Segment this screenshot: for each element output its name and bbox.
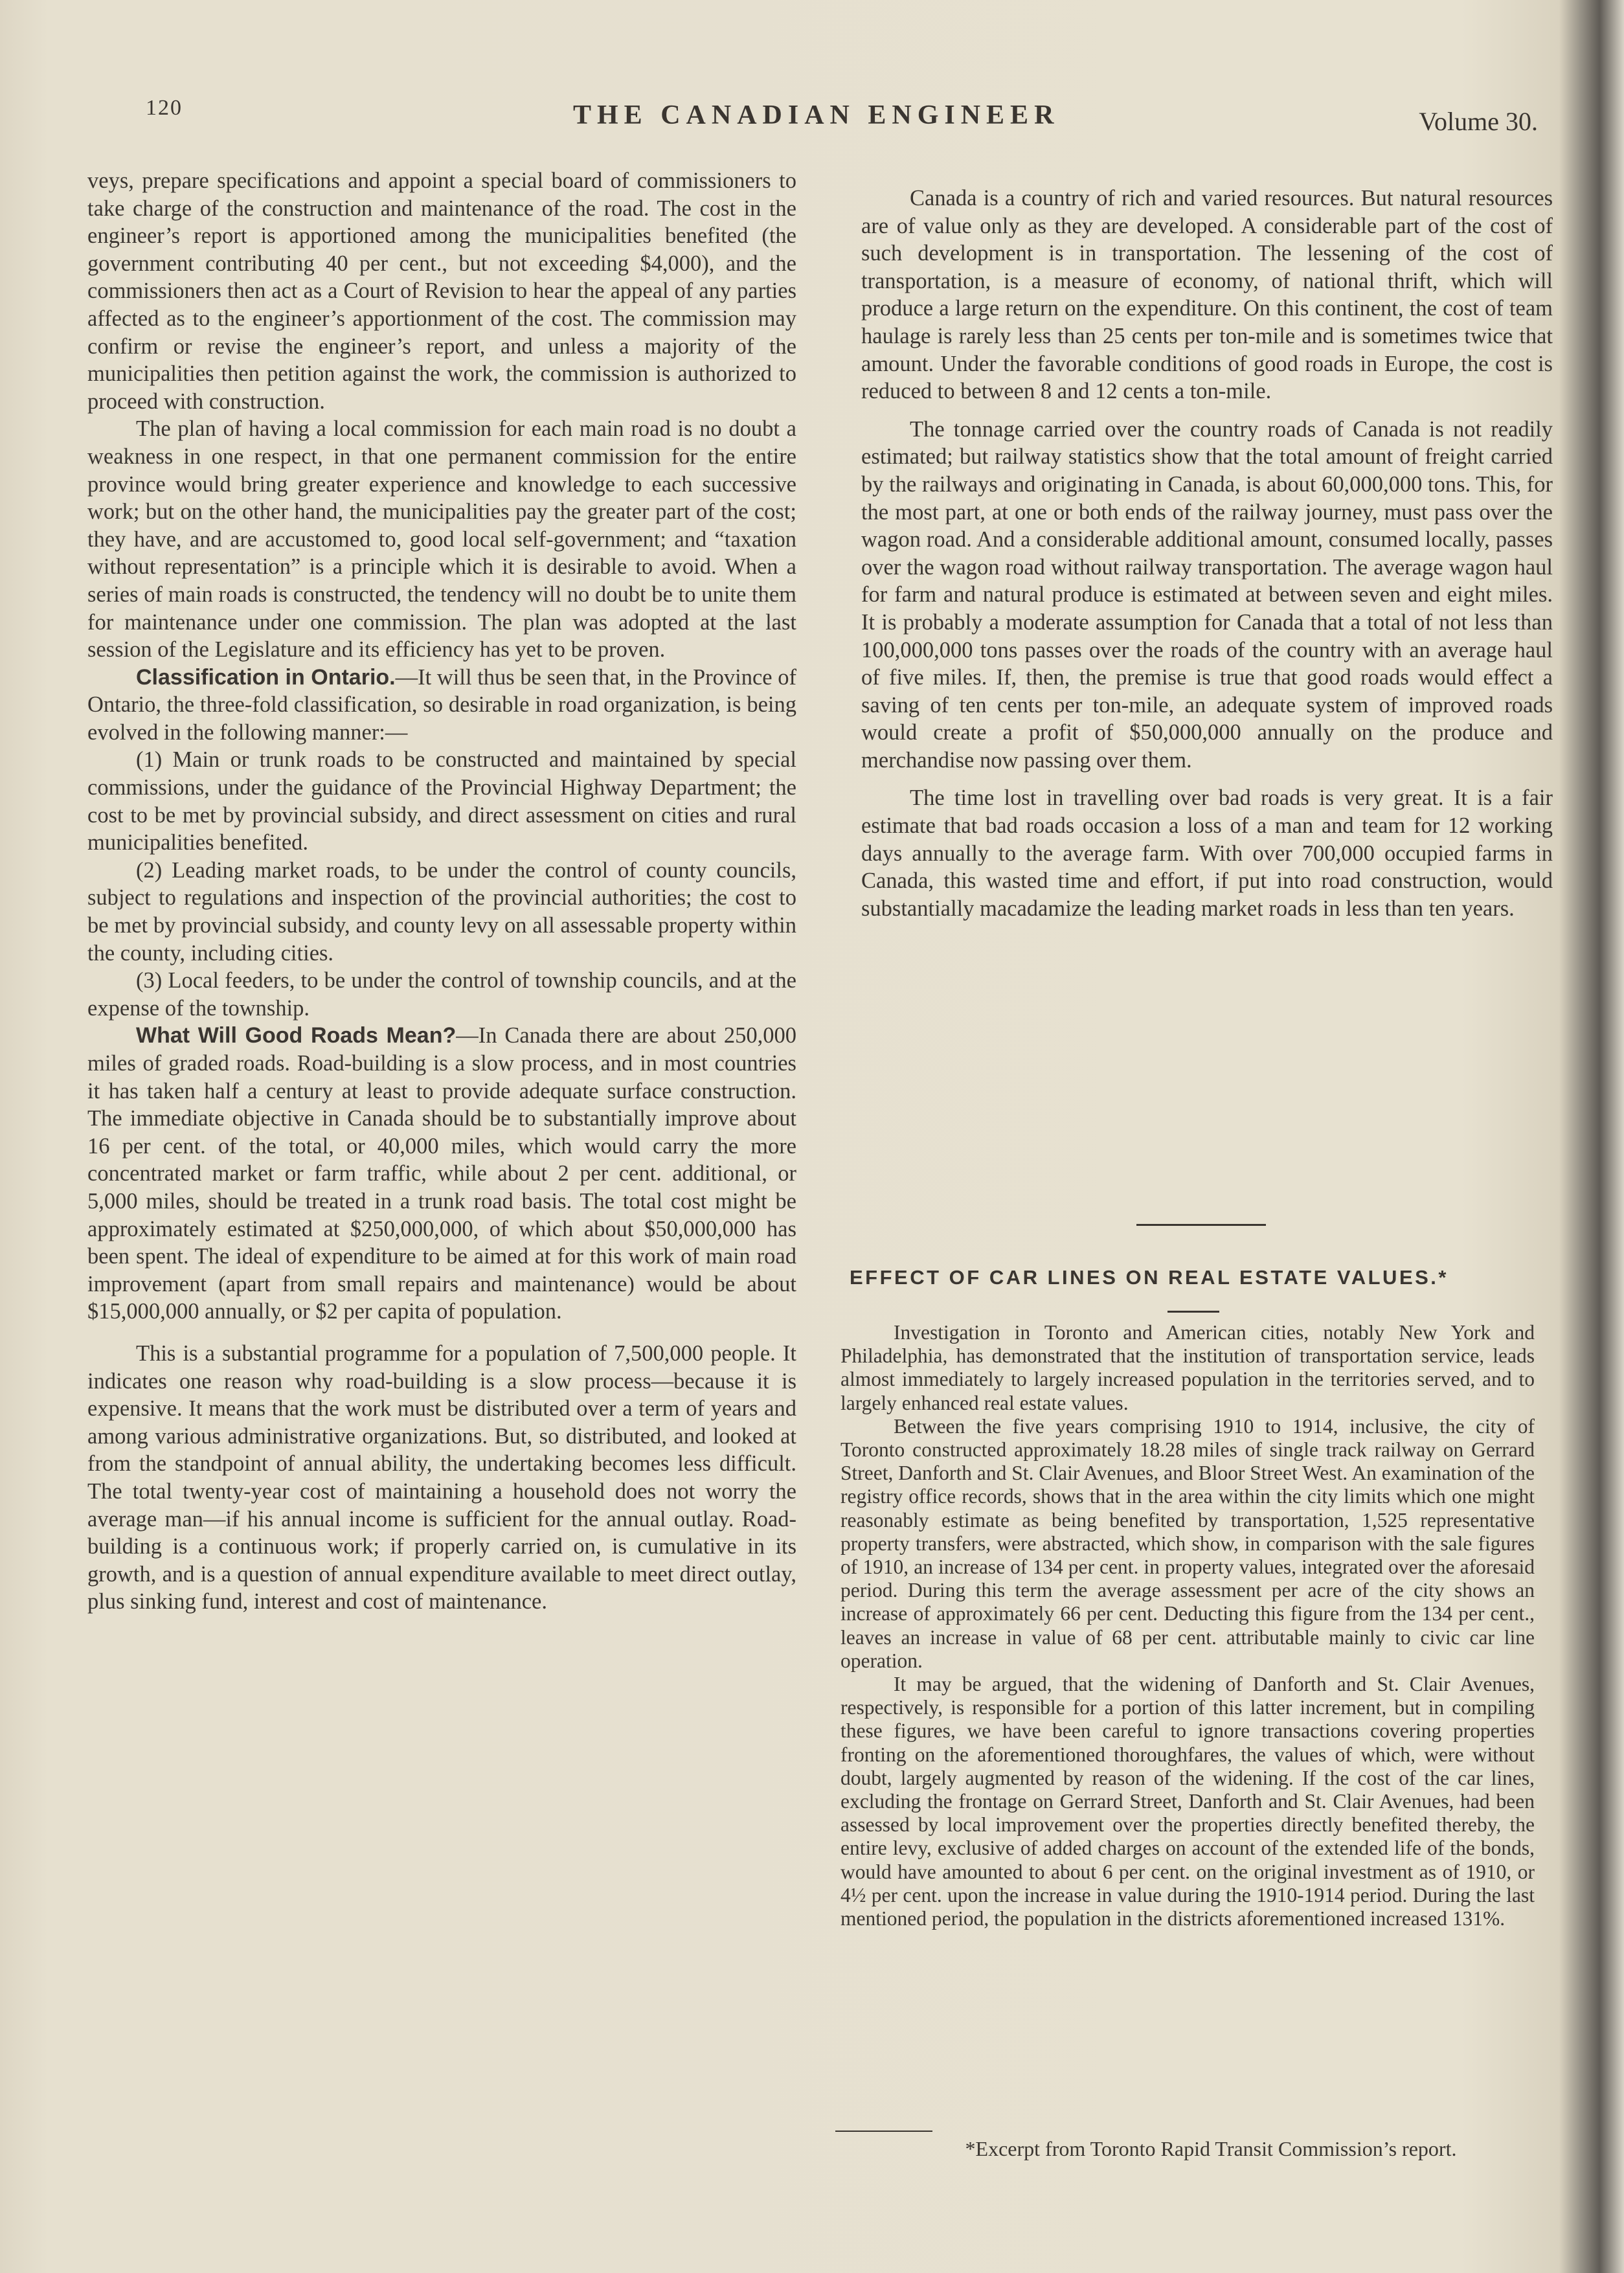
page-number: 120 xyxy=(146,96,183,120)
good-roads-heading: What Will Good Roads Mean? xyxy=(136,1023,457,1048)
left-column xyxy=(87,167,796,1616)
good-roads-text: —In Canada there are about 250,000 miles of graded roads. Road-building is a slow process, and in most countries it has taken half a century at least to provide adequate surface construction. The immediate objective in Canada should be to substantially improve about 16 per cent. of the total, or 40,000 miles, which would carry the more concentrated market or farm traffic, while about 2 per cent. additional, or 5,000 miles, should be treated in a trunk road basis. The total cost might be approximately estimated at $250,000,000, of which about $50,000,000 has been spent. The ideal of expenditure to be aimed at for this work of main road improvement (apart from small repairs and maintenance) would be about $15,000,000 annually, or $2 per capita of population. xyxy=(87,1023,796,1324)
classification-paragraph xyxy=(87,664,796,747)
article-paragraph-2: Between the five years comprising 1910 to 1914, inclusive, the city of Toronto constructed approximately 18.28 miles of single track railway on Gerrard Street, Danforth and St. Clair Avenues, and Bloor Street West. An examination of the registry office records, shows that in the area within the city limits which one might reasonably estimate as being benefited by transportation, 1,525 representative property transfers, were abstracted, which show, in comparison with the sale figures of 1910, an increase of 134 per cent. in property values, integrated over the aforesaid period. During this term the average assessment per acre of the city shows an increase of approximately 66 per cent. Deducting this figure from the 134 per cent., leaves an increase in value of 68 per cent. attributable mainly to civic car line operation. xyxy=(840,1414,1535,1672)
list-item-3: (3) Local feeders, to be under the control of township councils, and at the expense of the township. xyxy=(87,968,796,1021)
good-roads-paragraph xyxy=(87,1022,796,1326)
journal-title: THE CANADIAN ENGINEER xyxy=(573,100,1060,130)
left-paragraph-5: This is a substantial programme for a population of 7,500,000 people. It indicates one reason why road-building is a slow process—because it is expensive. It means that the work must be distributed over a term of years and among various administrative organizations. But, so distributed, and looked at from the standpoint of annual ability, the undertaking becomes less difficult. The total twenty-year cost of maintaining a household does not worry the average man—if his annual income is sufficient for the annual outlay. Road-building is a continuous work; if properly carried on, is cumulative in its growth, and is a question of annual expenditure available to meet direct outlay, plus sinking fund, interest and cost of maintenance. xyxy=(87,1340,796,1614)
running-header xyxy=(146,96,1538,141)
article-paragraph-1: Investigation in Toronto and American cities, notably New York and Philadelphia, has demonstrated that the institution of transportation service, leads almost immediately to largely increased population in the territories served, and to largely enhanced real estate values. xyxy=(840,1321,1535,1414)
list-item-1: (1) Main or trunk roads to be constructed and maintained by special commissions, under the guidance of the Provincial Highway Department; the cost to be met by provincial subsidy, and direct assessment on cities and rural municipalities benefited. xyxy=(87,747,796,855)
classification-heading: Classification in Ontario. xyxy=(136,664,396,690)
article-heading: EFFECT OF CAR LINES ON REAL ESTATE VALUES.* xyxy=(850,1266,1449,1289)
volume-label: Volume 30. xyxy=(1419,107,1538,136)
right-paragraph-1: Canada is a country of rich and varied resources. But natural resources are of value only as they are developed. A considerable part of the cost of such development is in transportation. The lessening of the cost of transportation, is a measure of economy, of national thrift, which will produce a large return on the expenditure. On this continent, the cost of team haulage is rarely less than 25 cents per ton-mile and is sometimes twice that amount. Under the favorable conditions of good roads in Europe, the cost is reduced to between 8 and 12 cents a ton-mile. xyxy=(861,186,1553,404)
right-column xyxy=(861,185,1553,922)
article-body xyxy=(840,1321,1535,1930)
left-paragraph-2: The plan of having a local commission for each main road is no doubt a weakness in one respect, in that one permanent commission for the entire province would bring greater experience and knowledge to each successive work; but on the other hand, the municipalities pay the greater part of the cost; they have, and are accustomed to, good local self-government; and “taxation without representation” is a principle which it is desirable to avoid. When a series of main roads is constructed, the tendency will no doubt be to unite them for maintenance under one commission. The plan was adopted at the last session of the Legislature and its efficiency has yet to be proven. xyxy=(87,416,796,662)
right-paragraph-2: The tonnage carried over the country roads of Canada is not readily estimated; but railway statistics show that the total amount of freight carried by the railways and originating in Canada, is about 60,000,000 tons. This, for the most part, at one or both ends of the railway journey, must pass over the wagon road. And a considerable additional amount, consumed locally, passes over the wagon road without railway transportation. The average wagon haul for farm and natural produce is estimated at between seven and eight miles. It is probably a moderate assumption for Canada that a total of not less than 100,000,000 tons passes over the roads of the country with an average haul of five miles. If, then, the premise is true that good roads would effect a saving of ten cents per ton-mile, an adequate system of improved roads would create a profit of $50,000,000 annually on the produce and merchandise now passing over them. xyxy=(861,416,1553,773)
footnote: *Excerpt from Toronto Rapid Transit Commission’s report. xyxy=(965,2137,1457,2160)
classification-text: —It will thus be seen that, in the Province of Ontario, the three-fold classification, so desirable in road organization, is being evolved in the following manner:— xyxy=(87,664,796,745)
list-item-2: (2) Leading market roads, to be under the control of county councils, subject to regulations and inspection of the provincial authorities; the cost to be met by provincial subsidy, and county levy on all assessable property within the county, including cities. xyxy=(87,857,796,966)
left-paragraph-1: veys, prepare specifications and appoint a special board of commissioners to take charge of the construction and maintenance of the road. The cost in the engineer’s report is apportioned among the municipalities benefited (the government contributing 40 per cent., but not exceeding $4,000), and the commissioners then act as a Court of Revision to hear the appeal of any parties affected as to the engineer’s apportionment of the cost. The commission may confirm or revise the engineer’s report, and unless a majority of the municipalities then petition against the work, the commission is authorized to proceed with construction. xyxy=(87,168,796,414)
heading-rule xyxy=(1167,1311,1219,1313)
section-divider xyxy=(1136,1224,1266,1226)
article-paragraph-3: It may be argued, that the widening of Danforth and St. Clair Avenues, respectively, is responsible for a portion of this latter increment, but in compiling these figures, we have been careful to ignore transactions covering properties fronting on the aforementioned thoroughfares, the values of which, were without doubt, largely augmented by reason of the widening. If the cost of the car lines, excluding the frontage on Gerrard Street, Danforth and St. Clair Avenues, had been assessed by local improvement over the properties directly benefited thereby, the entire levy, exclusive of added charges on account of the extended life of the bonds, would have amounted to about 6 per cent. on the original investment as of 1910, or 4½ per cent. upon the increase in value during the 1910-1914 period. During the last mentioned period, the population in the districts aforementioned increased 131%. xyxy=(840,1673,1535,1930)
footnote-rule xyxy=(835,2131,932,2132)
right-paragraph-3: The time lost in travelling over bad roads is very great. It is a fair estimate that bad roads occasion a loss of a man and team for 12 working days annually to the average farm. With over 700,000 occupied farms in Canada, this wasted time and effort, if put into road construction, would substantially macadamize the leading market roads in less than ten years. xyxy=(861,786,1553,921)
